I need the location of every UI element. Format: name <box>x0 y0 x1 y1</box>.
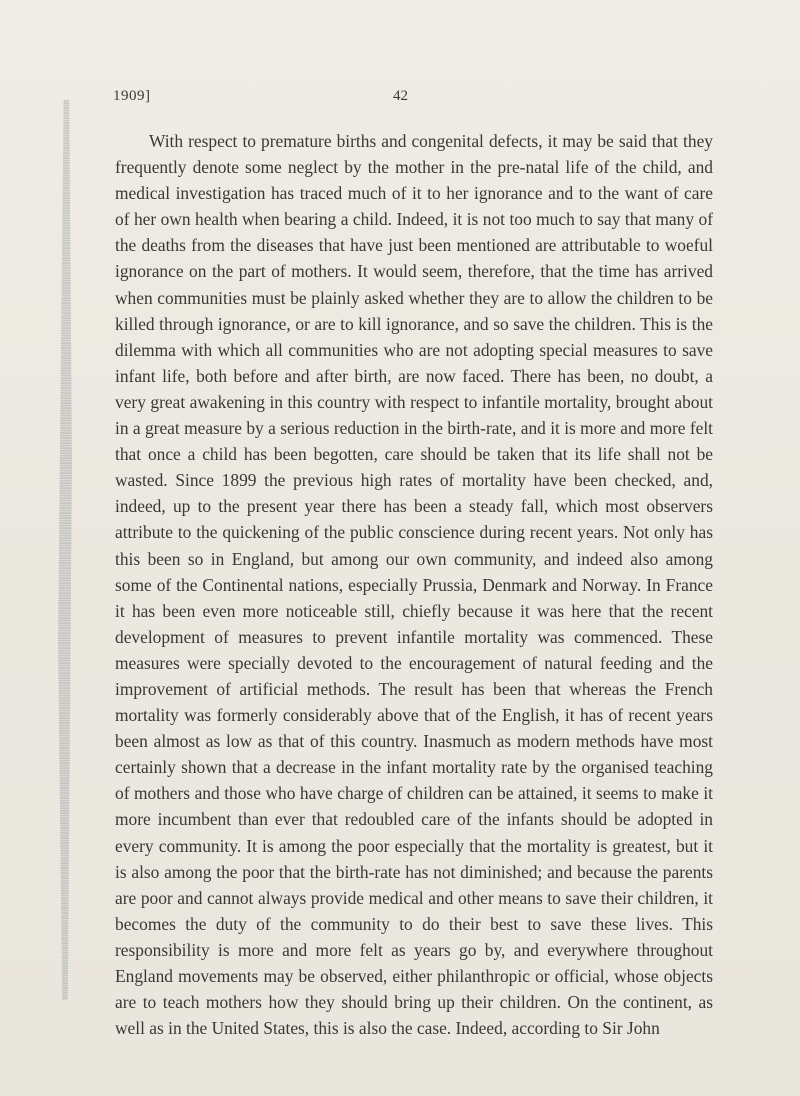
page-number: 42 <box>393 88 408 104</box>
page-binding-edge <box>58 100 72 1000</box>
header-year: 1909] <box>113 88 151 104</box>
page-header <box>113 88 693 112</box>
body-paragraph: With respect to premature births and congenital defects, it may be said that they frequently denote some neglect by the mother in the pre-natal life of the child, and medical investigation has traced much of it to her ignorance and to the want of care of her own health when bearing a child. Indeed, it is not too much to say that many of the deaths from the diseases that have just been mentioned are attributable to woeful ignorance on the part of mothers. It would seem, therefore, that the time has arrived when communities must be plainly asked whether they are to allow the children to be killed through ignorance, or are to kill ignorance, and so save the children. This is the dilemma with which all communities who are not adopting special measures to save infant life, both before and after birth, are now faced. There has been, no doubt, a very great awakening in this country with respect to infantile mortality, brought about in a great measure by a serious reduction in the birth-rate, and it is more and more felt that once a child has been begotten, care should be taken that its life shall not be wasted. Since 1899 the previous high rates of mortality have been checked, and, indeed, up to the present year there has been a steady fall, which most observers attribute to the quickening of the public conscience during recent years. Not only has this been so in England, but among our own community, and indeed also among some of the Continental nations, especially Prussia, Denmark and Norway. In France it has been even more noticeable still, chiefly because it was here that the recent development of measures to prevent infantile mortality was commenced. These measures were specially devoted to the encouragement of natural feeding and the improvement of artificial methods. The result has been that whereas the French mortality was formerly considerably above that of the English, it has of recent years been almost as low as that of this country. Inasmuch as modern methods have most certainly shown that a decrease in the infant mortality rate by the organised teaching of mothers and those who have charge of children can be attained, it seems to make it more incumbent than ever that redoubled care of the infants should be adopted in every community. It is among the poor especially that the mortality is greatest, but it is also among the poor that the birth-rate has not diminished; and because the parents are poor and cannot always provide medical and other means to save their children, it becomes the duty of the community to do their best to save these lives. This responsibility is more and more felt as years go by, and everywhere throughout England movements may be observed, either philanthropic or official, whose objects are to teach mothers how they should bring up their children. On the continent, as well as in the United States, this is also the case. Indeed, according to Sir John <box>115 131 713 1039</box>
